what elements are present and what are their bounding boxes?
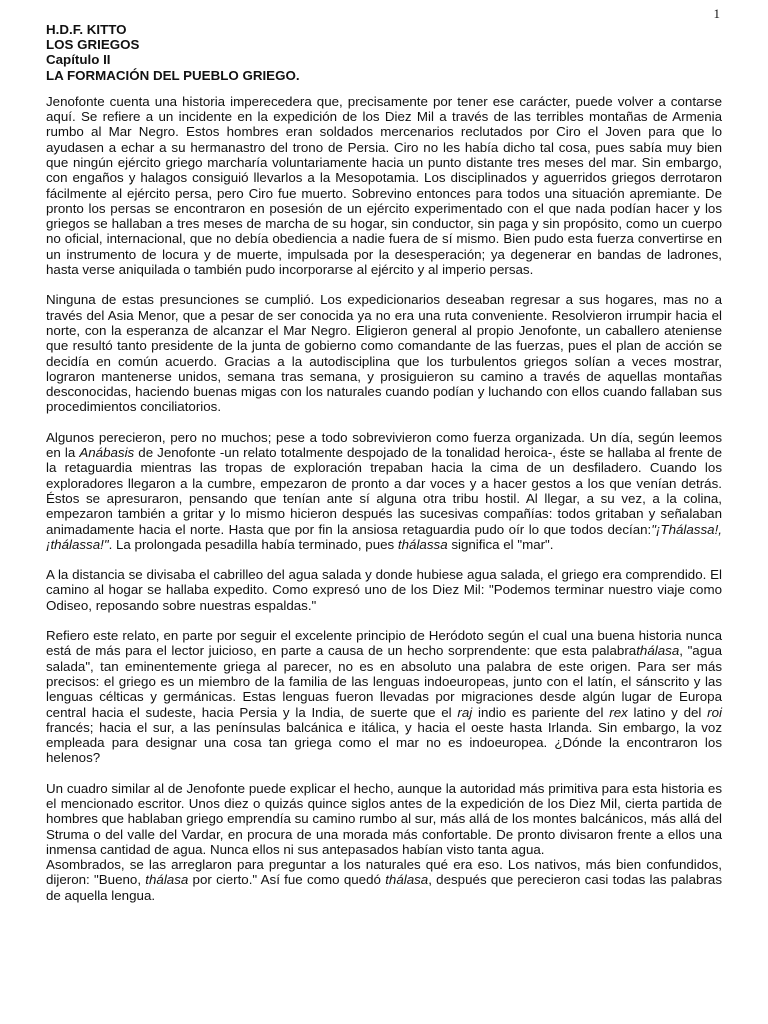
p7-text-a: Asombrados, se las arreglaron para preguntar a los naturales qué era eso. Los nativos, más bien confundidos, dijeron: "Bueno, — [46, 857, 722, 888]
p5-italic-rex: rex — [609, 704, 628, 720]
page-number: 1 — [713, 6, 720, 21]
p3-text-g: significa el "mar". — [447, 536, 554, 552]
p7-italic-thalasa-1: thálasa — [145, 872, 189, 888]
p5-italic-thalasa: thálasa — [636, 643, 680, 659]
paragraph-5 — [46, 628, 722, 766]
paragraph-2: Ninguna de estas presunciones se cumplió. Los expedicionarios deseaban regresar a sus hogares, mas no a través del Asia Menor, que a pesar de ser conocida ya no era una ruta conveniente. Resolvieron irrumpir hacia el norte, con la esperanza de alcanzar el Mar Negro. Eligieron general al propio Jenofonte, un caballero ateniense que resultó tanto presidente de la junta de gobierno como comandante de las fuerzas, pues el plan de acción se decidía en común acuerdo. Gracias a la autodisciplina que los turbulentos griegos solían a veces mostrar, lograron mantenerse unidos, semana tras semana, y prosiguieron su camino a través de aquellas montañas desconocidas, haciendo buenas migas con los naturales cuando podían y luchando con ellos cuando fallaban sus procedimientos conciliatorios. — [46, 292, 722, 415]
chapter-number: Capítulo II — [46, 52, 111, 68]
paragraph-6: Un cuadro similar al de Jenofonte puede explicar el hecho, aunque la autoridad más primitiva para esta historia es el mencionado escritor. Unos diez o quizás quince siglos antes de la expedición de los Diez Mil, cierta partida de hombres que hablaban griego emprendía su camino rumbo al sur, más allá de los montes balcánicos, más allá del Struma o del valle del Vardar, en procura de una morada más confortable. De pronto divisaron frente a ellos una inmensa cantidad de agua. Nunca ellos ni sus antepasados habían visto tanta agua. — [46, 780, 722, 857]
paragraph-1: Jenofonte cuenta una historia imperecedera que, precisamente por tener ese carácter, puede volver a contarse aquí. Se refiere a un incidente en la expedición de los Diez Mil a través de las terribles montañas de Armenia rumbo al Mar Negro. Estos hombres eran soldados mercenarios reclutados por Ciro el Joven para que lo ayudasen a echar a su hermanastro del trono de Persia. Ciro no les había dicho tal cosa, pues sabía muy bien que ningún ejército griego marcharía voluntariamente hacia un punto distante tres meses del mar. Sin embargo, con engaños y halagos consiguió llevarlos a la Mesopotamia. Los disciplinados y aguerridos griegos derrotaron fácilmente al ejército persa, pero Ciro fue muerto. Sobrevino entonces para todos una situación apremiante. De pronto los persas se encontraron en posesión de un ejército experimentado con el que nada podían hacer y los griegos se hallaban a tres meses de marcha de su hogar, sin conductor, sin paga y sin propósito, como un cuerpo no oficial, internacional, que no debía obediencia a nadie fuera de sí mismo. Bien pudo esta fuerza convertirse en un instrumento de locura y de muerte, impulsada por la desesperación; ya degenerar en bandas de ladrones, hasta verse aniquilada o también pudo incorporarse al ejército y al imperio persas. — [46, 93, 722, 278]
paragraph-3 — [46, 430, 722, 552]
chapter-title: LA FORMACIÓN DEL PUEBLO GRIEGO. — [46, 67, 300, 83]
p5-text-i: francés; hacia el sur, a las penínsulas balcánica e itálica, y hacia el oeste hasta Irlanda. Sin embargo, la voz empleada para designar una cosa tan griega como el mar no es indoeuropea. ¿Dónde la encontraron los helenos? — [46, 719, 722, 766]
p3-italic-anabasis: Anábasis — [79, 445, 135, 461]
p7-italic-thalasa-2: thálasa — [385, 872, 429, 888]
p3-text-e: . La prolongada pesadilla había terminado, pues — [108, 536, 398, 552]
p5-text-c: , "agua salada", tan eminentemente griega al parecer, no es en absoluto una palabra de este origen. Para ser más precisos: el griego es un miembro de la familia de las lenguas indoeuropeas, junto con el latín, el sánscrito y las lenguas célticas y germánicas. Estas lenguas fueron llevadas por migraciones desde algún lugar de Europa central hacia el sudeste, hacia Persia y la India, de suerte que el — [46, 643, 722, 720]
p5-text-a: Refiero este relato, en parte por seguir el excelente principio de Heródoto según el cual una buena historia nunca está de más para el lector juicioso, en parte a causa de un hecho sorprendente: que esta palabra — [46, 628, 722, 659]
p3-italic-thalassa-cry: "¡Thálassa!, ¡thálassa!" — [46, 521, 722, 552]
p5-text-e: indio es pariente del — [472, 704, 610, 720]
p5-text-g: latino y del — [627, 704, 708, 720]
p3-italic-thalassa: thálassa — [397, 536, 448, 552]
document-body — [46, 22, 722, 918]
p7-text-c: por cierto." Así fue como quedó — [188, 872, 386, 888]
p3-text-c: de Jenofonte -un relato totalmente despojado de la tonalidad heroica-, éste se hallaba al frente de la retaguardia mientras las tropas de exploración trepaban hacia la cima de un desfiladero. Cuando los exploradores llegaron a la cumbre, empezaron de pronto a dar voces y a hacer gestos a los que venían detrás. Éstos se apresuraron, pensando que tenían ante sí alguna otra tribu hostil. Al llegar, a su vez, a la colina, empezaron también a gritar y lo mismo hicieron después las sucesivas compañías: todos gritaban y señalaban animadamente hacia el norte. Hasta que por fin la ansiosa retaguardia pudo oír lo que todos decían: — [46, 445, 722, 537]
p5-italic-roi: roi — [707, 704, 722, 720]
author: H.D.F. KITTO — [46, 22, 127, 37]
document-header — [46, 22, 722, 83]
paragraph-4: A la distancia se divisaba el cabrilleo del agua salada y donde hubiese agua salada, el griego era comprendido. El camino al hogar se hallaba expedito. Como expresó uno de los Diez Mil: "Podemos terminar nuestro viaje como Odiseo, reposando sobre nuestras espaldas." — [46, 567, 722, 613]
paragraph-7 — [46, 857, 722, 903]
p3-text-a: Algunos perecieron, pero no muchos; pese a todo sobrevivieron como fuerza organizada. Un día, según leemos en la — [46, 429, 722, 461]
p5-italic-raj: raj — [457, 704, 473, 720]
p7-text-e: , después que perecieron casi todas las palabras de aquella lengua. — [46, 872, 722, 903]
book-title: LOS GRIEGOS — [46, 37, 140, 53]
